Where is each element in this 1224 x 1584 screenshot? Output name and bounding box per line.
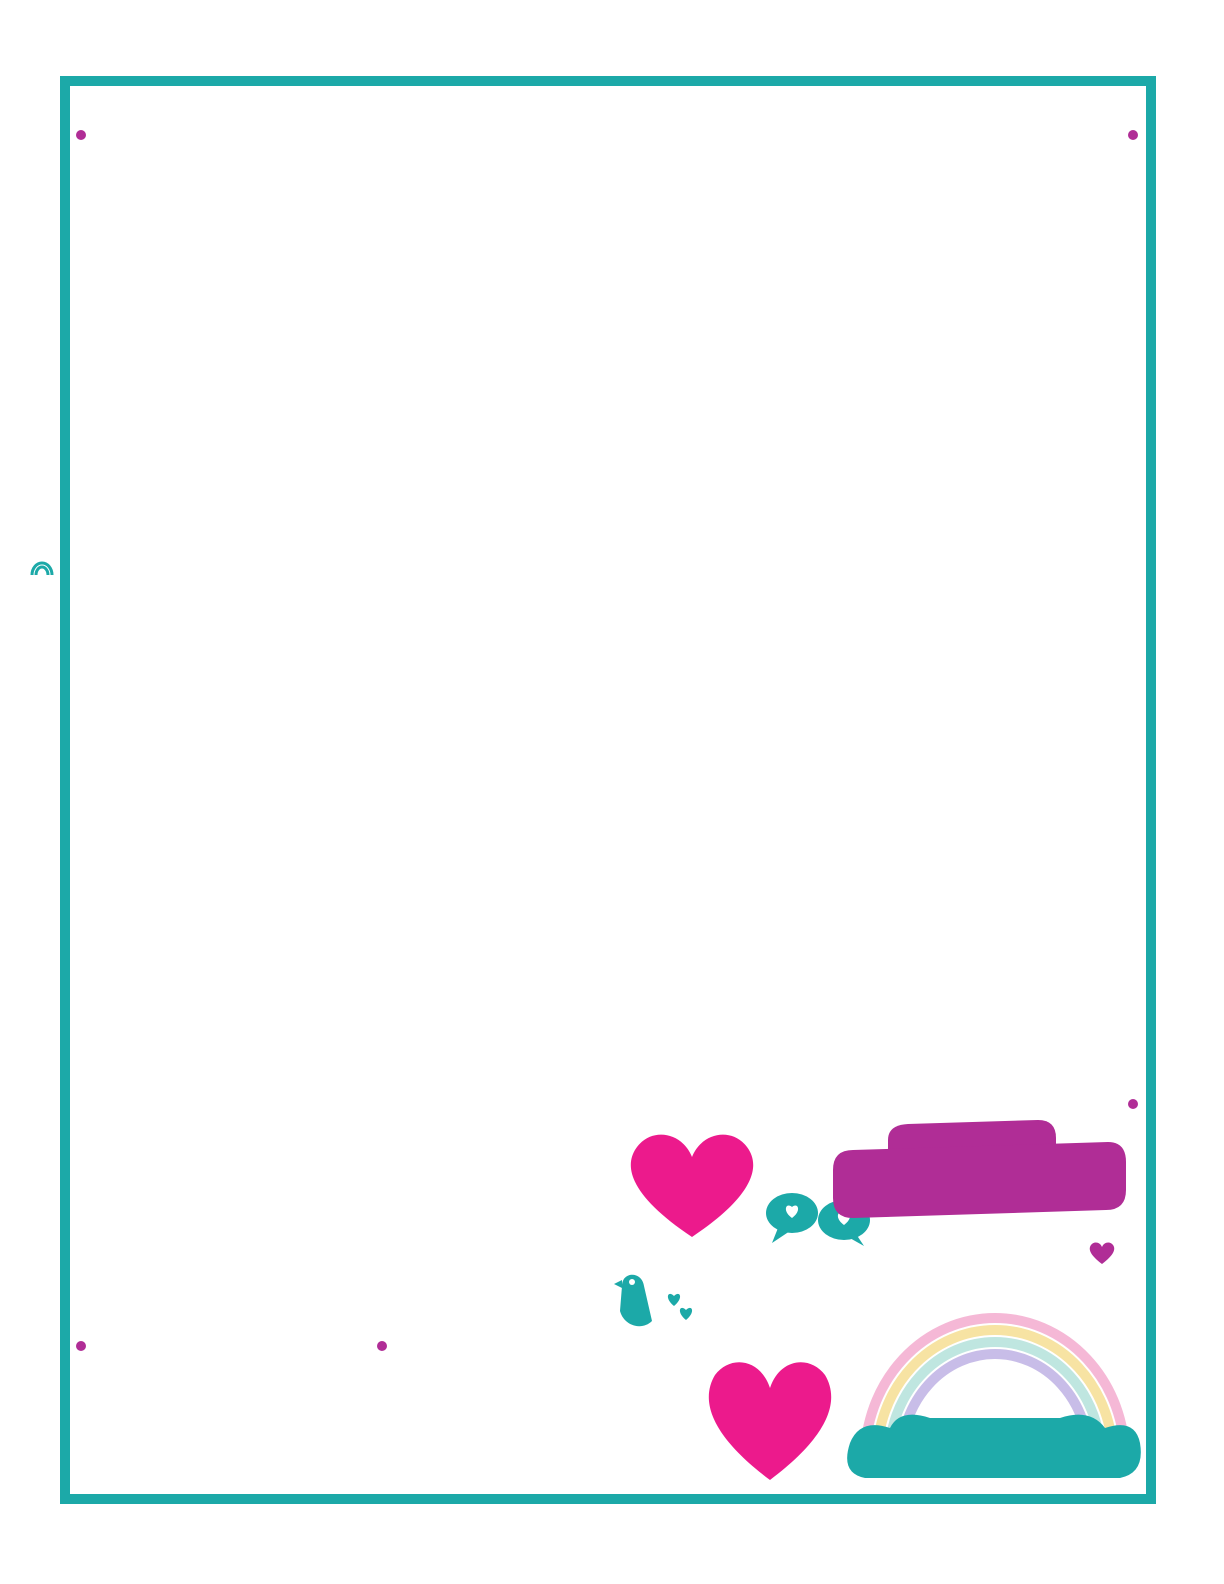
corner-heart-icon [377,1341,387,1351]
corner-heart-icon [1128,130,1138,140]
heart-join-icon [622,1122,762,1242]
qr-code[interactable] [409,1135,603,1329]
corner-heart-icon [1128,1099,1138,1109]
bird-icon [612,1266,704,1336]
signup-badge [828,1120,1128,1220]
rainbow-icon [28,545,56,579]
heart-invited-icon [700,1350,840,1484]
heart-icon [1088,1240,1116,1266]
corner-heart-icon [76,1341,86,1351]
corner-heart-icon [76,130,86,140]
love-studio-logo [840,1278,1150,1488]
